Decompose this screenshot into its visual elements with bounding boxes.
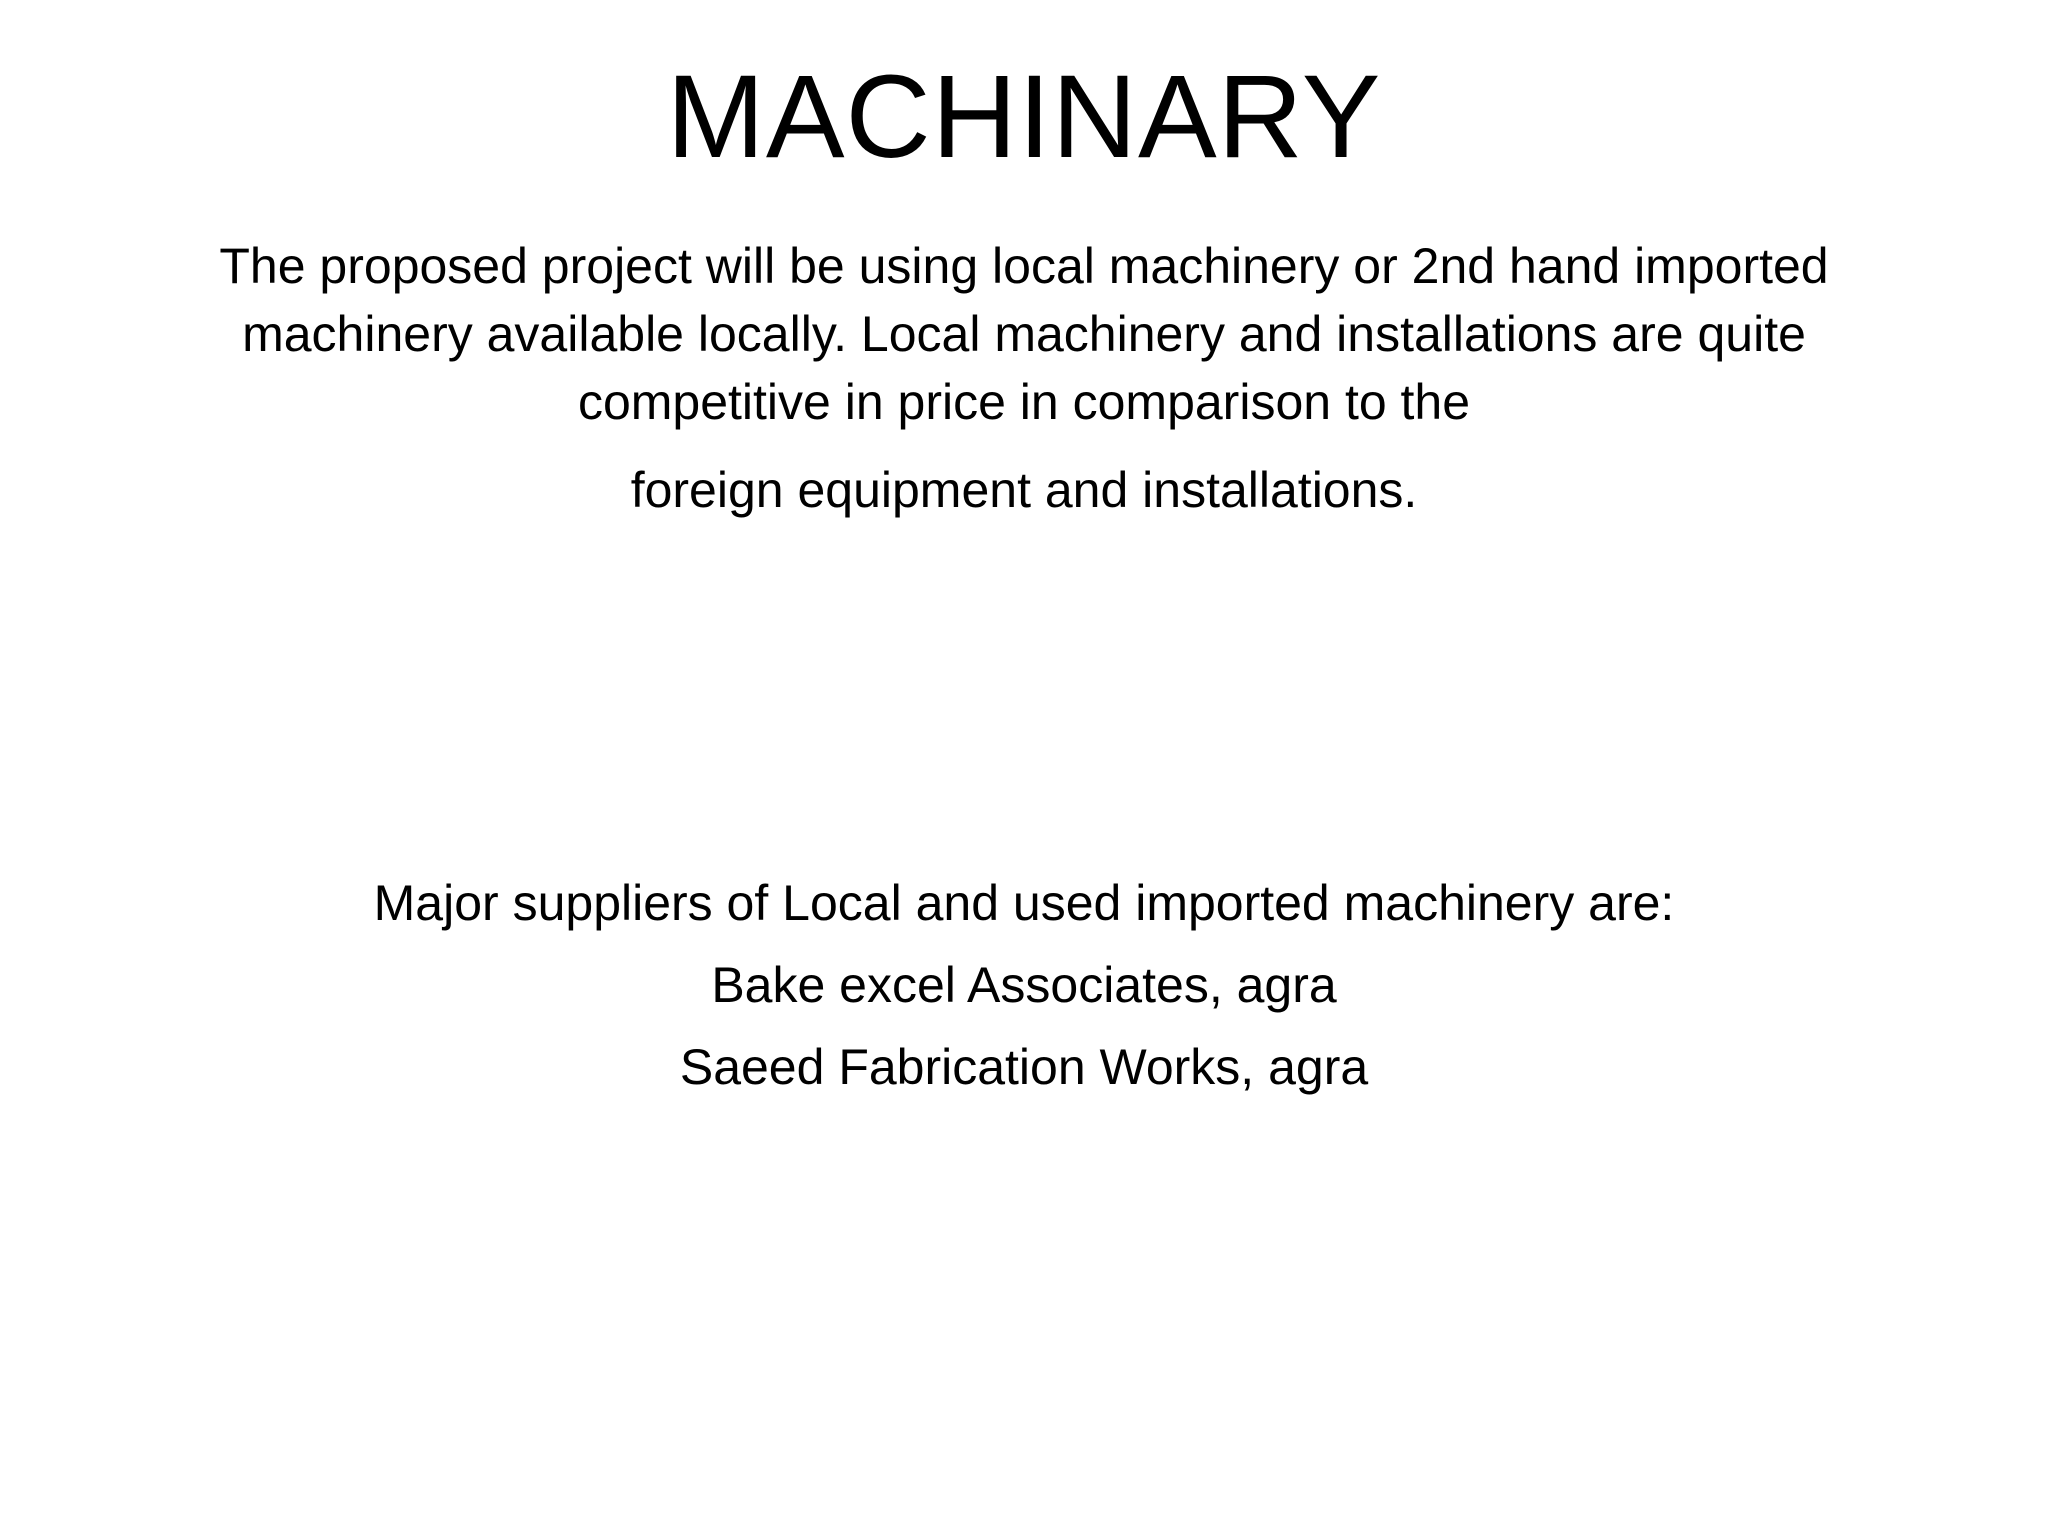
intro-paragraph: The proposed project will be using local machinery or 2nd hand imported machinery available locally. Local machinery and installations are quite competitive in price in comparison to the — [219, 238, 1829, 430]
supplier-item: Saeed Fabrication Works, agra — [679, 1039, 1369, 1095]
suppliers-heading: Major suppliers of Local and used imported machinery are: — [373, 875, 1675, 931]
intro-continuation: foreign equipment and installations. — [630, 462, 1418, 518]
suppliers-list — [0, 862, 2048, 1108]
slide-title: MACHINARY — [666, 51, 1382, 183]
supplier-item: Bake excel Associates, agra — [711, 957, 1337, 1013]
